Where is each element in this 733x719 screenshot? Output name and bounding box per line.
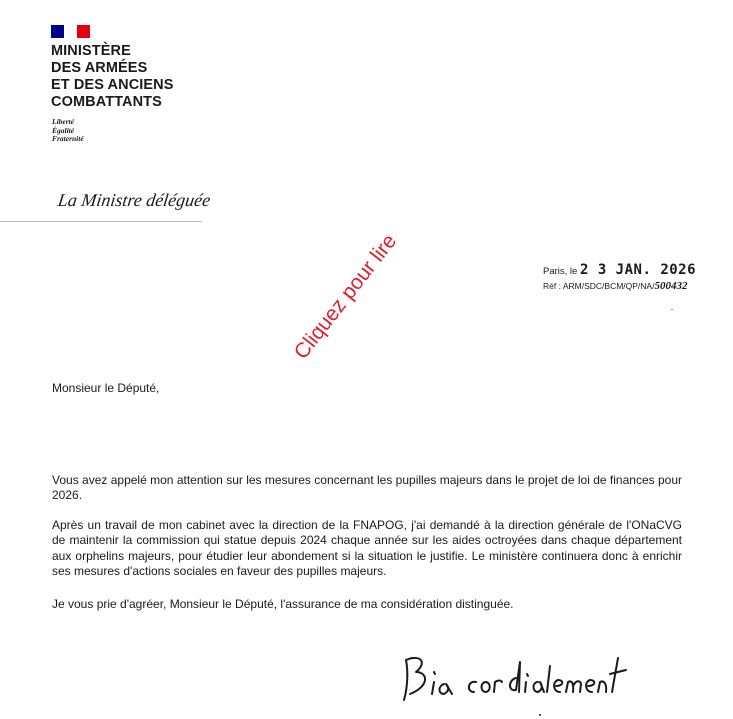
motto-liberte: Liberté <box>52 117 75 126</box>
motto-fraternite: Fraternité <box>52 134 84 143</box>
flag-red-band <box>77 25 90 38</box>
fold-mark <box>671 309 673 310</box>
ink-dot <box>539 714 541 716</box>
date-prefix: Paris, le <box>543 266 578 277</box>
date-stamp: 2 3 JAN. 2026 <box>579 262 697 278</box>
header-divider <box>0 221 202 222</box>
handwritten-closing <box>398 648 638 708</box>
republic-flag-logo <box>51 25 90 38</box>
ministry-line: MINISTÈRE <box>51 43 131 59</box>
paragraph: Après un travail de mon cabinet avec la direction de la FNAPOG, j'ai demandé à la direction générale de l'ONaCVG de maintenir la commission qui statue depuis 2024 chaque année sur les aides octroyées dans chaque département aux orphelins majeurs, pour étudier leur abondement si la situation le justifie. Le ministère continuera donc à enrichir ses mesures d'actions sociales en faveur des pupilles majeurs. <box>52 518 682 579</box>
reference-number: 500432 <box>654 280 688 292</box>
paragraph: Je vous prie d'agréer, Monsieur le Député, l'assurance de ma considération distinguée. <box>52 597 514 611</box>
ministry-name <box>51 43 174 111</box>
ministry-line: COMBATTANTS <box>51 94 162 110</box>
republic-motto <box>52 118 84 144</box>
ministry-line: ET DES ANCIENS <box>51 77 174 93</box>
reference-prefix: Réf : ARM/SDC/BCM/QP/NA/ <box>543 281 655 291</box>
sender-title: La Ministre déléguée <box>56 190 212 210</box>
flag-white-band <box>64 25 77 38</box>
date-line <box>543 262 696 278</box>
read-link-overlay[interactable]: Cliquez pour lire <box>289 229 402 364</box>
flag-blue-band <box>51 25 64 38</box>
paragraph: Vous avez appelé mon attention sur les mesures concernant les pupilles majeurs dans le projet de loi de finances pour 2026. <box>52 473 682 503</box>
ministry-line: DES ARMÉES <box>51 60 148 76</box>
salutation: Monsieur le Député, <box>52 381 160 395</box>
reference-line <box>543 280 687 292</box>
motto-egalite: Égalité <box>52 125 75 135</box>
